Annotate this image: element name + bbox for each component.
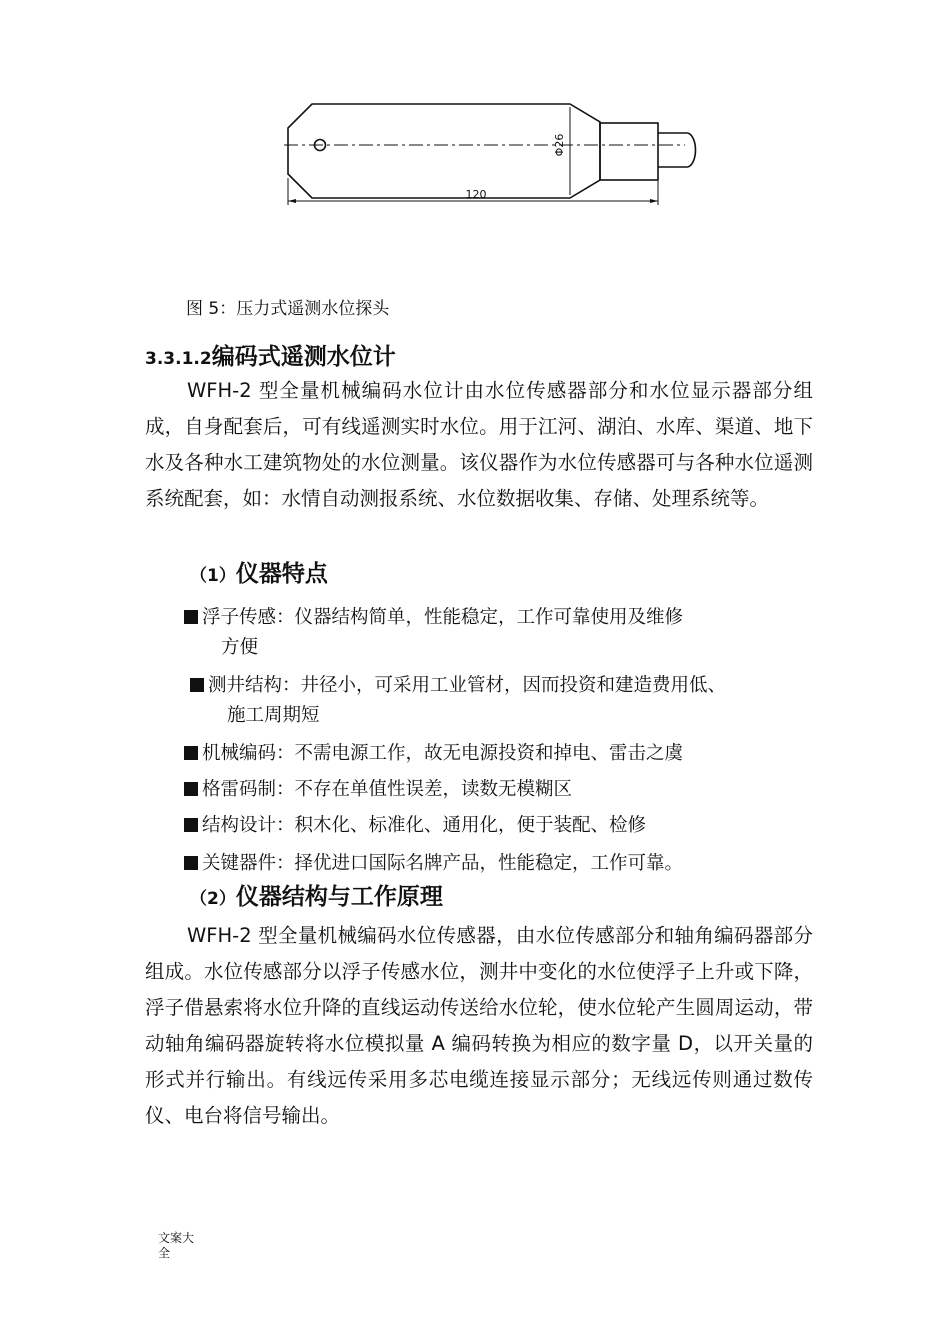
feature-item: 格雷码制：不存在单值性误差，读数无模糊区 (184, 775, 572, 805)
subheading-features (190, 555, 328, 588)
subheading-structure (190, 878, 443, 911)
feature-item: 测井结构：井径小，可采用工业管材，因而投资和建造费用低、 施工周期短 (190, 671, 726, 731)
probe-cable (658, 133, 696, 167)
section-title: 编码式遥测水位计 (211, 344, 396, 370)
section-number: 3.3.1.2 (145, 349, 212, 369)
bullet-square-icon (184, 818, 198, 832)
paragraph-intro: WFH-2 型全量机械编码水位计由水位传感器部分和水位显示器部分组成，自身配套后，可有线遥测实时水位。用于江河、湖泊、水库、渠道、地下水及各种水工建筑物处的水位测量。该仪器作为水位传感器可与各种水位遥测系统配套，如：水情自动测报系统、水位数据收集、存储、处理系统等。 (145, 379, 813, 510)
paragraph-structure: WFH-2 型全量机械编码水位传感器，由水位传感部分和轴角编码器部分组成。水位传感部分以浮子传感水位，测井中变化的水位使浮子上升或下降，浮子借悬索将水位升降的直线运动传送给水位轮，使水位轮产生圆周运动，带动轴角编码器旋转将水位模拟量 A 编码转换为相应的数字量 D，以开关量的形式并行输出。有线远传采用多芯电缆连接显示部分；无线远传则通过数传仪、电台将信号输出。 (145, 924, 813, 1127)
page-footer: 文案大全 (158, 1231, 195, 1260)
subheading-text: 仪器结构与工作原理 (235, 884, 443, 910)
figure-caption: 图 5：压力式遥测水位探头 (186, 299, 390, 319)
subheading-text: 仪器特点 (235, 561, 328, 587)
subheading-number: （2） (190, 889, 236, 909)
length-label: 120 (465, 188, 487, 201)
probe-drawing (280, 95, 700, 210)
feature-item: 结构设计：积木化、标准化、通用化，便于装配、检修 (184, 811, 646, 841)
feature-item: 机械编码：不需电源工作，故无电源投资和掉电、雷击之虞 (184, 739, 683, 769)
probe-connector (600, 123, 658, 180)
feature-item: 关键器件：择优进口国际名牌产品，性能稳定，工作可靠。 (184, 849, 683, 879)
bullet-square-icon (184, 746, 198, 760)
bullet-square-icon (184, 782, 198, 796)
diameter-label: Φ26 (553, 133, 566, 157)
bullet-square-icon (184, 856, 198, 870)
subheading-number: （1） (190, 566, 236, 586)
feature-item: 浮子传感：仪器结构简单，性能稳定，工作可靠使用及维修 方便 (184, 603, 683, 663)
bullet-square-icon (184, 610, 198, 624)
section-heading (145, 338, 396, 371)
bullet-square-icon (190, 678, 204, 692)
